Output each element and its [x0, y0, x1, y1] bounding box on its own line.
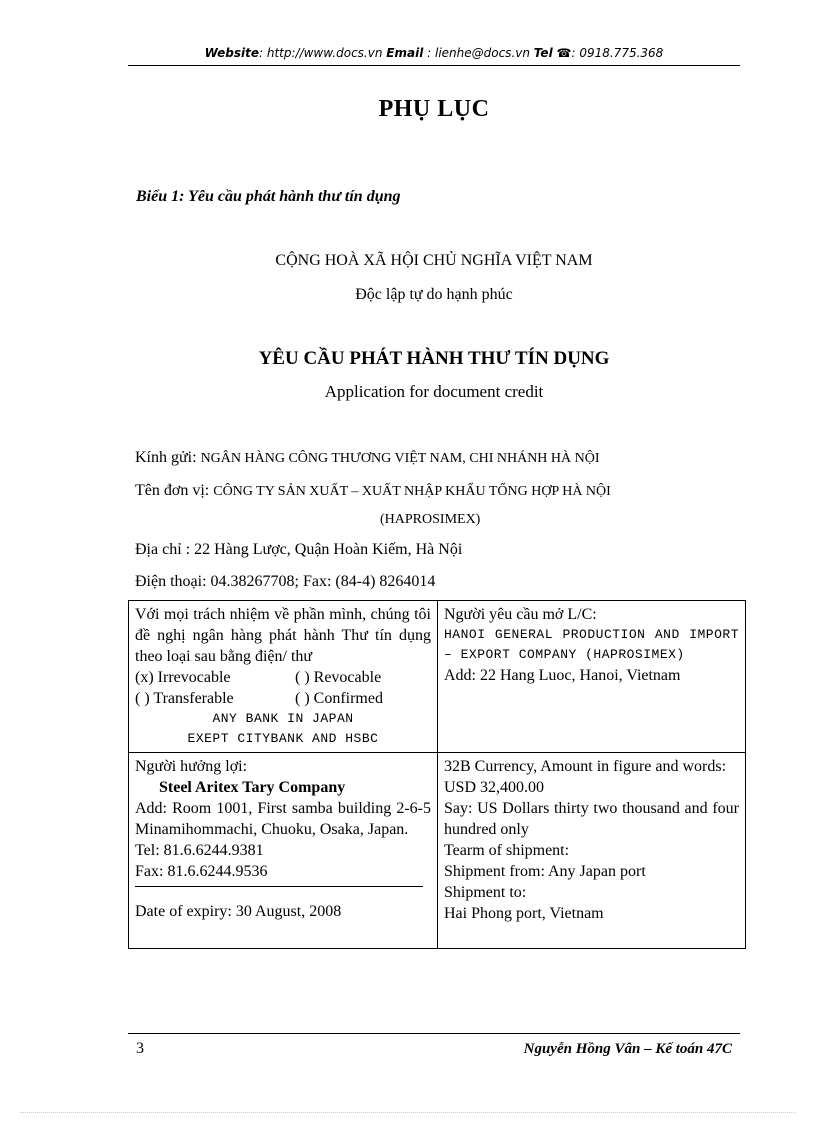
shipment-to: Shipment to: [444, 884, 527, 901]
footer-rule [128, 1033, 740, 1034]
options-row-1 [135, 667, 431, 688]
currency-label: 32B Currency, Amount in figure and words: [444, 758, 727, 775]
beneficiary-cell [129, 753, 438, 949]
email-value: : lienhe@docs.vn [423, 46, 530, 60]
applicant-name: HANOI GENERAL PRODUCTION AND IMPORT – EXPORT COMPANY (HAPROSIMEX) [444, 627, 739, 662]
form-title-english: Application for document credit [324, 382, 544, 401]
section-label: Biểu 1: Yêu cầu phát hành thư tín dụng [136, 188, 401, 205]
shipment-terms: Tearm of shipment: [444, 842, 570, 859]
unit-label: Tên đơn vị: [135, 482, 210, 499]
page-edge [20, 1112, 796, 1113]
motto: Độc lập tự do hạnh phúc [355, 286, 513, 303]
amount-figure: USD 32,400.00 [444, 779, 545, 796]
option-confirmed: ( ) Confirmed [295, 690, 383, 707]
amount-words: Say: US Dollars thirty two thousand and four hundred only [444, 800, 739, 838]
address-line: Địa chỉ : 22 Hàng Lược, Quận Hoàn Kiếm, Hà Nội [135, 541, 463, 558]
amount-cell [438, 753, 746, 949]
table-row [129, 753, 746, 949]
request-cell [129, 601, 438, 753]
unit-line [135, 482, 611, 500]
unit-abbreviation: (HAPROSIMEX) [380, 512, 481, 527]
republic-heading: CỘNG HOÀ XÃ HỘI CHỦ NGHĨA VIỆT NAM [275, 252, 593, 269]
table-row [129, 601, 746, 753]
advising-bank-line-1: ANY BANK IN JAPAN [212, 711, 354, 726]
shipment-destination: Hai Phong port, Vietnam [444, 905, 604, 922]
page-header [128, 46, 740, 60]
beneficiary-fax: Fax: 81.6.6244.9536 [135, 863, 268, 880]
expiry-date: Date of expiry: 30 August, 2008 [135, 903, 342, 920]
beneficiary-label: Người hưởng lợi: [135, 758, 248, 775]
applicant-address: Add: 22 Hang Luoc, Hanoi, Vietnam [444, 667, 681, 684]
recipient-label: Kính gửi: [135, 449, 197, 466]
tel-label: Tel [533, 46, 553, 60]
option-revocable: ( ) Revocable [295, 669, 382, 686]
beneficiary-address: Add: Room 1001, First samba building 2-6-5 Minamihommachi, Chuoku, Osaka, Japan. [135, 800, 431, 838]
page-title: PHỤ LỤC [378, 96, 490, 122]
option-transferable: ( ) Transferable [135, 690, 234, 707]
website-value: : http://www.docs.vn [259, 46, 383, 60]
lc-application-table [128, 600, 746, 949]
phone-icon: ☎ [556, 46, 572, 60]
footer-author: Nguyễn Hồng Vân – Kế toán 47C [523, 1041, 732, 1057]
tel-value: : 0918.775.368 [571, 46, 664, 60]
cell-divider [135, 886, 423, 887]
page-number: 3 [136, 1040, 144, 1057]
email-label: Email [386, 46, 424, 60]
beneficiary-name: Steel Aritex Tary Company [159, 779, 346, 796]
recipient-line [135, 449, 600, 467]
header-rule [128, 65, 740, 66]
phone-line: Điện thoại: 04.38267708; Fax: (84-4) 8264014 [135, 573, 436, 590]
unit-value: CÔNG TY SẢN XUẤT – XUẤT NHẬP KHẨU TỔNG HỢP HÀ NỘI [213, 484, 611, 499]
website-label: Website [204, 46, 259, 60]
beneficiary-tel: Tel: 81.6.6244.9381 [135, 842, 264, 859]
request-text: Với mọi trách nhiệm về phần mình, chúng tôi đề nghị ngân hàng phát hành Thư tín dụng theo loại sau bằng điện/ thư [135, 606, 431, 665]
advising-bank-line-2: EXEPT CITYBANK AND HSBC [187, 731, 379, 746]
option-irrevocable: (x) Irrevocable [135, 669, 231, 686]
options-row-2 [135, 688, 431, 709]
applicant-label: Người yêu cầu mở L/C: [444, 606, 597, 623]
form-title: YÊU CẦU PHÁT HÀNH THƯ TÍN DỤNG [258, 348, 610, 369]
recipient-value: NGÂN HÀNG CÔNG THƯƠNG VIỆT NAM, CHI NHÁNH HÀ NỘI [200, 451, 600, 466]
cell-spacer [444, 924, 739, 945]
shipment-from: Shipment from: Any Japan port [444, 863, 646, 880]
applicant-cell [438, 601, 746, 753]
